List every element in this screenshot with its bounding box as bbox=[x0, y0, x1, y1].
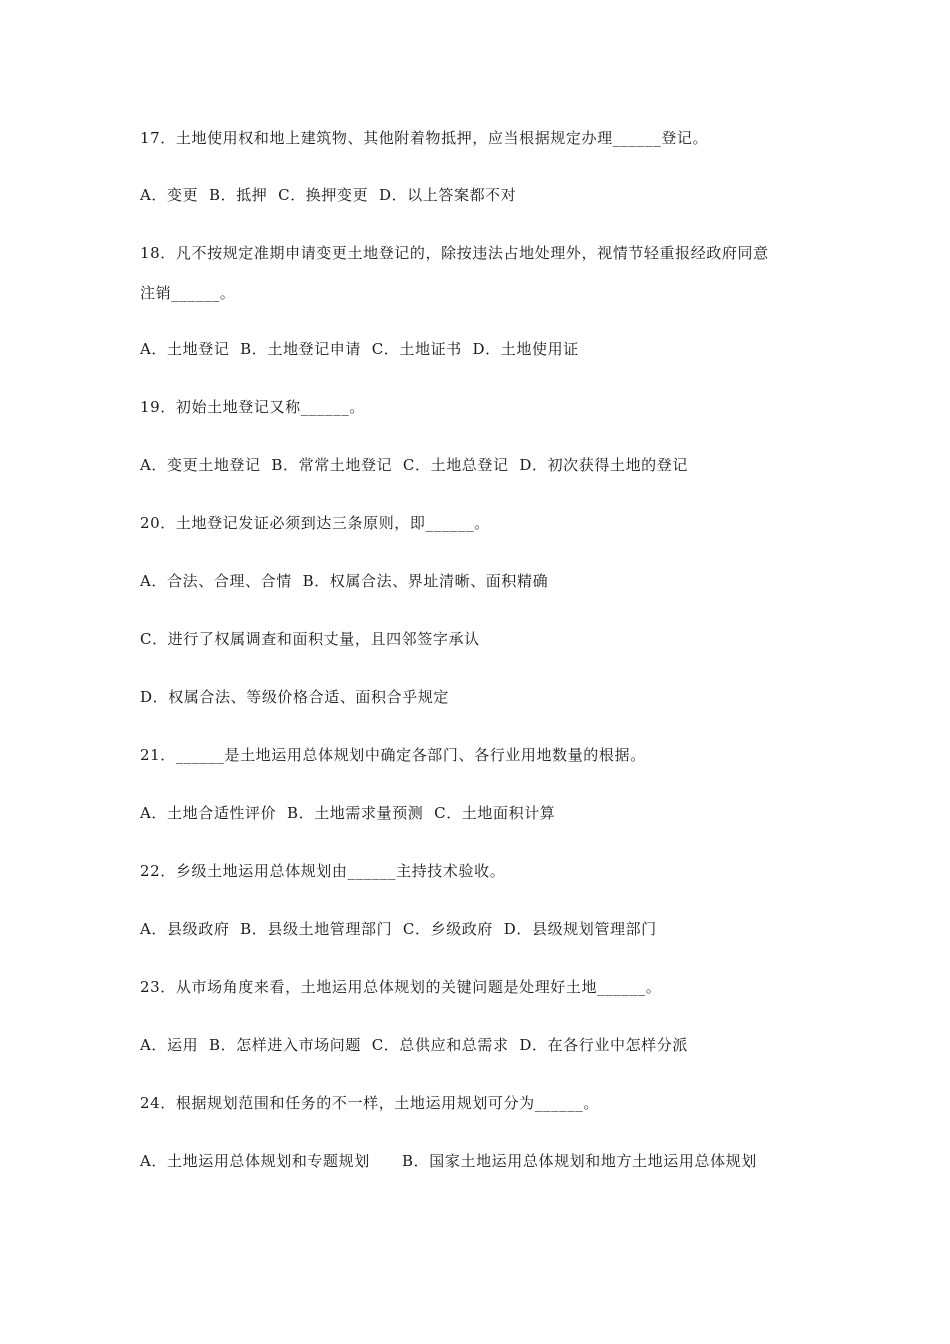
question-17: 17．土地使用权和地上建筑物、其他附着物抵押，应当根据规定办理______登记。 bbox=[140, 129, 709, 147]
question-21: 21．______是土地运用总体规划中确定各部门、各行业用地数量的根据。 bbox=[140, 746, 646, 764]
options-21: A．土地合适性评价 B．土地需求量预测 C．土地面积计算 bbox=[140, 804, 556, 822]
options-23: A．运用 B．怎样进入市场问题 C．总供应和总需求 D．在各行业中怎样分派 bbox=[140, 1036, 688, 1054]
question-18-line-1: 18．凡不按规定准期申请变更土地登记的，除按违法占地处理外，视情节轻重报经政府同意 bbox=[140, 244, 769, 262]
options-20-ab: A．合法、合理、合情 B．权属合法、界址清晰、面积精确 bbox=[140, 572, 549, 590]
question-22: 22．乡级土地运用总体规划由______主持技术验收。 bbox=[140, 862, 506, 880]
question-20: 20．土地登记发证必须到达三条原则，即______。 bbox=[140, 514, 490, 532]
options-24: A．土地运用总体规划和专题规划 B．国家土地运用总体规划和地方土地运用总体规划 bbox=[140, 1152, 757, 1170]
question-24: 24．根据规划范围和任务的不一样，土地运用规划可分为______。 bbox=[140, 1094, 599, 1112]
question-19: 19．初始土地登记又称______。 bbox=[140, 398, 365, 416]
options-17: A．变更 B．抵押 C．换押变更 D．以上答案都不对 bbox=[140, 186, 517, 204]
question-23: 23．从市场角度来看，土地运用总体规划的关键问题是处理好土地______。 bbox=[140, 978, 662, 996]
options-22: A．县级政府 B．县级土地管理部门 C．乡级政府 D．县级规划管理部门 bbox=[140, 920, 657, 938]
options-20-c: C．进行了权属调查和面积丈量，且四邻签字承认 bbox=[140, 630, 480, 648]
options-18: A．土地登记 B．土地登记申请 C．土地证书 D．土地使用证 bbox=[140, 340, 579, 358]
options-20-d: D．权属合法、等级价格合适、面积合乎规定 bbox=[140, 688, 450, 706]
options-19: A．变更土地登记 B．常常土地登记 C．土地总登记 D．初次获得土地的登记 bbox=[140, 456, 688, 474]
question-18-line-2: 注销______。 bbox=[140, 284, 236, 302]
